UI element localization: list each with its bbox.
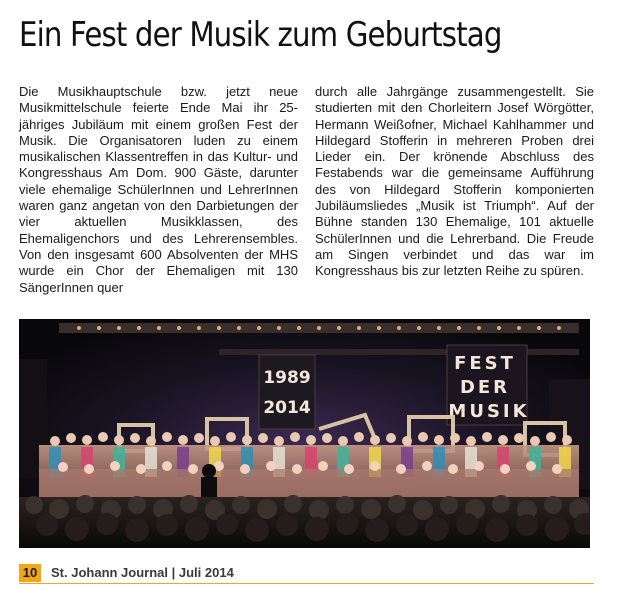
article-body xyxy=(19,84,594,296)
fest-der-musik-sign xyxy=(447,345,530,425)
page-number: 10 xyxy=(19,564,41,582)
concert-photo xyxy=(19,319,590,548)
concert-photo-drawing xyxy=(19,319,590,548)
article-column-right: durch alle Jahrgänge zusammengestellt. Sie studierten mit den Chorleitern Josef Wörgötter, Hermann Weißofner, Michael Kahlhammer und Hildegard Stofferin in mehreren Proben drei Lieder ein. Der krönende Abschluss des Festabends war die gemeinsame Aufführung des von Hildegard Stofferin komponierten Jubiläumsliedes „Musik ist Triumph“. Auf der Bühne standen 130 Ehemalige, 101 aktuelle SchülerInnen und die Lehrerband. Die Freude am Singen verbindet und das war im Kongresshaus bis zur letzten Reihe zu spüren. xyxy=(315,84,594,279)
sign-line-musik: MUSIK xyxy=(448,401,530,422)
page-footer xyxy=(19,563,594,585)
sign-year-start: 1989 xyxy=(263,368,311,388)
audience xyxy=(19,495,590,548)
footer-divider xyxy=(19,583,594,584)
sign-line-fest: FEST xyxy=(454,353,516,374)
journal-title: St. Johann Journal | Juli 2014 xyxy=(51,565,234,580)
article-column-left: Die Musikhauptschule bzw. jetzt neue Musikmittelschule feierte Ende Mai ihr 25-jähriges Jubiläum mit einem großen Fest der Musik. Die Organisatoren luden zu einem musikalischen Klassentreffen in das Kultur- und Kongresshaus Am Dom. 900 Gäste, darunter viele ehemalige SchülerInnen und LehrerInnen waren ganz angetan von den Darbietungen der vier aktuellen Musikklassen, des Ehemaligenchors und des Lehrerensembles. Von den insgesamt 600 Absolventen der MHS wurde ein Chor der Ehemaligen mit 130 SängerInnen quer xyxy=(19,84,298,295)
anniversary-years-sign xyxy=(259,355,315,429)
sign-year-end: 2014 xyxy=(263,398,311,418)
sign-line-der: DER xyxy=(459,377,511,398)
article-headline: Ein Fest der Musik zum Geburtstag xyxy=(19,15,502,55)
